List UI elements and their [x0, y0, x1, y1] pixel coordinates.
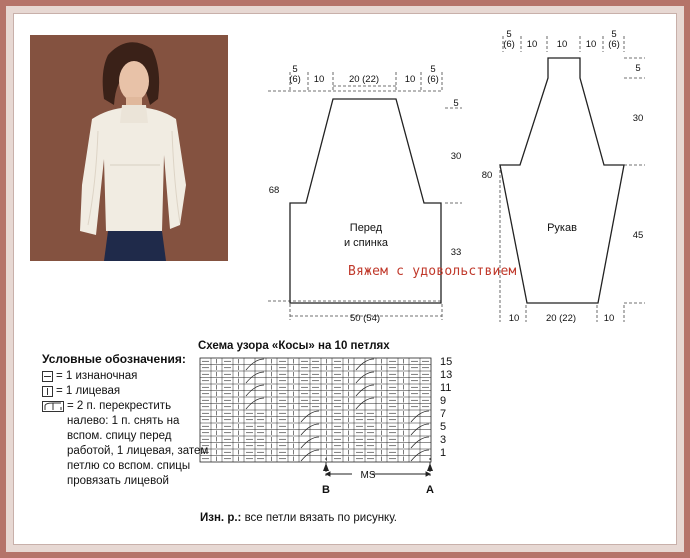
sleeve-top-side-left: 10	[526, 39, 538, 50]
purl-icon	[42, 371, 53, 382]
row-label: 9	[440, 395, 447, 407]
mark-a-arrow	[427, 463, 433, 471]
sleeve-bottom-middle: 20 (22)	[545, 313, 577, 324]
front-right-neck-depth: 5	[453, 98, 459, 109]
sleeve-left-height: 80	[481, 170, 493, 181]
row-label: 7	[440, 408, 447, 420]
legend-item-knit: = 1 лицевая	[42, 384, 212, 399]
sleeve-top-edge-right: 5	[611, 29, 617, 40]
mark-b: B	[322, 484, 330, 496]
pattern-title: Схема узора «Косы» на 10 петлях	[198, 340, 390, 352]
footnote-label: Изн. р.:	[200, 512, 242, 524]
legend-item-cross: = 2 п. перекрестить налево: 1 п. снять на вспом. спицу перед работой, 1 лицевая, затем петлю со вспом. спицы провязать лицевой	[42, 399, 212, 489]
sleeve-top-middle: 10	[556, 39, 568, 50]
legend-title: Условные обозначения:	[42, 352, 186, 366]
sleeve-bottom-side-right: 10	[603, 313, 615, 324]
sleeve-right-top: 5	[635, 63, 641, 74]
row-label: 11	[440, 382, 452, 394]
front-top-edge: 5	[292, 64, 298, 75]
sleeve-top-edge-left: 5	[506, 29, 512, 40]
front-bottom-width: 50 (54)	[349, 313, 381, 324]
cross-icon	[42, 401, 64, 412]
repeat-label: MS	[360, 470, 376, 481]
sleeve-outline	[500, 58, 624, 303]
front-right-body: 33	[450, 247, 462, 258]
sleeve-label: Рукав	[547, 222, 577, 234]
front-top-edge-alt-right: (6)	[427, 74, 439, 85]
legend	[42, 352, 212, 489]
sleeve-right-cap: 30	[632, 113, 644, 124]
sleeve-right-body: 45	[632, 230, 644, 241]
row-label: 15	[440, 356, 453, 368]
front-top-neck: 20 (22)	[348, 74, 380, 85]
row-label: 3	[440, 434, 447, 446]
mark-b-arrow	[323, 463, 329, 471]
sleeve-top-edge-alt-right: (6)	[608, 39, 620, 50]
footnote-text: все петли вязать по рисунку.	[244, 512, 398, 524]
sleeve-top-edge-alt-left: (6)	[503, 39, 515, 50]
front-top-shoulder-left: 10	[313, 74, 325, 85]
row-label: 5	[440, 421, 447, 433]
front-top-edge-right: 5	[430, 64, 436, 75]
row-labels	[440, 356, 452, 459]
watermark-text: Вяжем с удовольствием	[348, 264, 517, 279]
legend-item-purl: = 1 изнаночная	[42, 369, 212, 384]
front-right-armhole: 30	[450, 151, 462, 162]
front-top-edge-alt: (6)	[289, 74, 301, 85]
front-label-line1: Перед	[349, 222, 383, 234]
sleeve-bottom-side-left: 10	[508, 313, 520, 324]
sleeve-top-side-right: 10	[585, 39, 597, 50]
footnote	[200, 512, 397, 524]
front-left-height: 68	[268, 185, 280, 196]
front-label-line2: и спинка	[343, 237, 389, 249]
dimension-lines	[268, 36, 645, 322]
cable-chart-grid	[200, 358, 431, 462]
knit-icon	[42, 386, 53, 397]
row-label: 13	[440, 369, 453, 381]
mark-a: A	[426, 484, 434, 496]
front-top-shoulder-right: 10	[404, 74, 416, 85]
row-label: 1	[440, 447, 447, 459]
